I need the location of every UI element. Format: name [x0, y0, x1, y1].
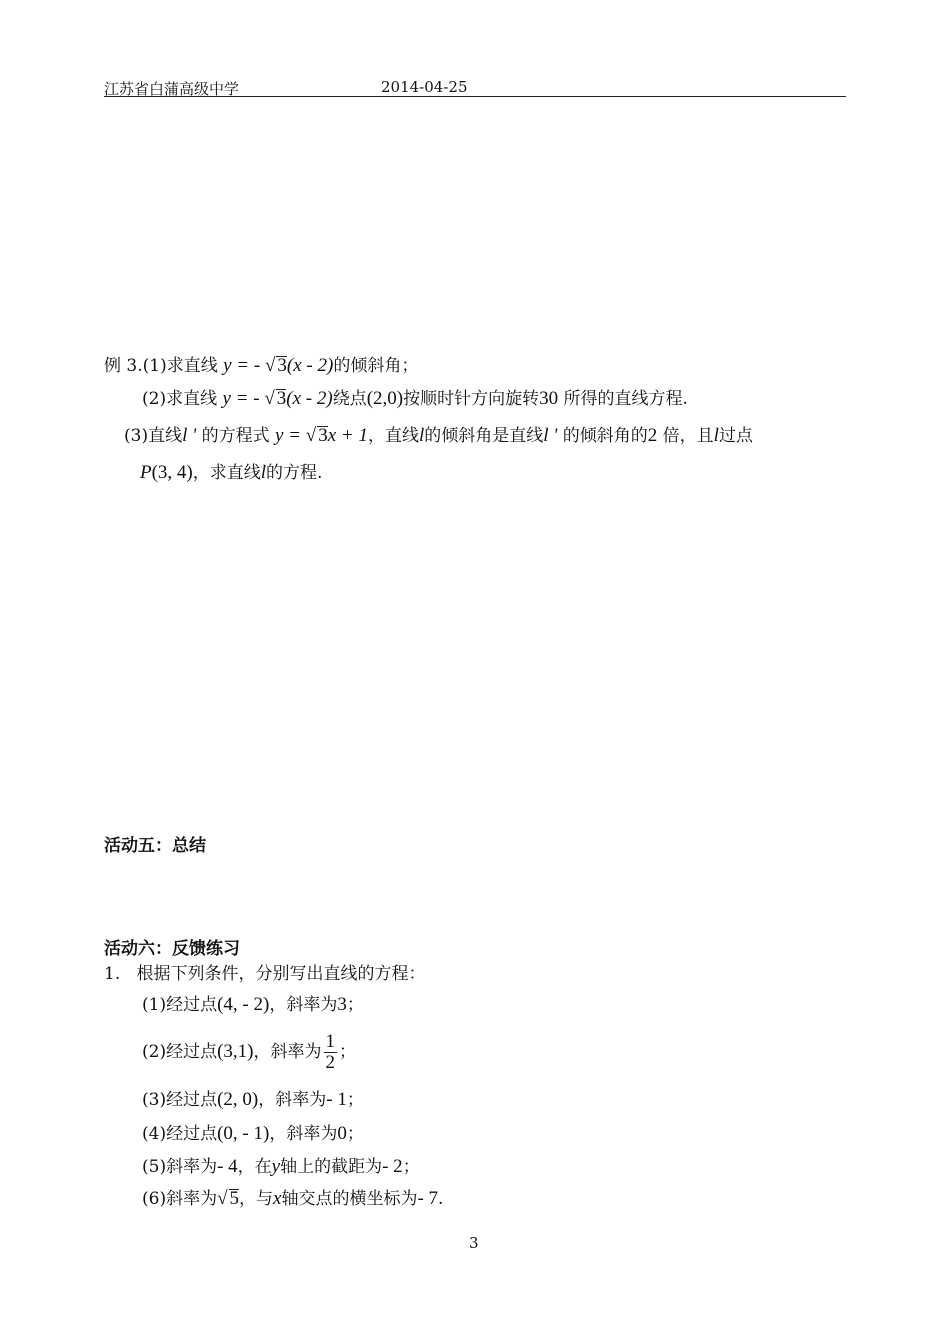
line-l-prime: l ' — [543, 425, 558, 446]
text: ； — [402, 1157, 420, 1177]
question-text: 根据下列条件，分别写出直线的方程： — [136, 964, 426, 984]
sqrt-sign: √ — [217, 1188, 228, 1209]
example3-part2 — [142, 387, 688, 411]
item-1 — [142, 993, 364, 1017]
item-number: (6) — [142, 1189, 167, 1209]
text: 经过点 — [166, 995, 218, 1015]
page-number: 3 — [469, 1234, 479, 1252]
text: 的倾斜角是直线 — [424, 426, 544, 446]
header-date: 2014-04-25 — [381, 78, 468, 96]
text: 经过点 — [166, 1042, 218, 1062]
prompt-text: 求直线 — [166, 389, 218, 409]
example3-part1 — [104, 354, 418, 378]
text: 经过点 — [166, 1090, 218, 1110]
header-school: 江苏省白蒲高级中学 — [104, 80, 240, 98]
radicand: 3 — [318, 425, 328, 446]
item-number: (5) — [142, 1157, 167, 1177]
text: ，斜率为 — [269, 1124, 338, 1144]
text-around-point: 绕点 — [332, 389, 367, 409]
item-3 — [142, 1088, 364, 1112]
text: 的方程. — [266, 463, 323, 483]
item-5 — [142, 1155, 420, 1179]
item-4 — [142, 1122, 364, 1146]
text: ，直线 — [367, 426, 419, 446]
equation-lhs: y = - — [222, 388, 265, 409]
question-number: 1. — [104, 964, 121, 984]
text: . — [438, 1189, 444, 1209]
line-l: l — [418, 425, 425, 446]
part-number: (3) — [124, 426, 149, 446]
intercept-value: - 2 — [382, 1156, 403, 1177]
sqrt-sign: √ — [264, 355, 276, 376]
prompt-text: 求直线 — [166, 356, 218, 376]
radicand: 3 — [277, 355, 287, 376]
text: ； — [346, 995, 364, 1015]
text: ，斜率为 — [253, 1042, 322, 1062]
line-l-prime: l ' — [182, 425, 197, 446]
slope-value: - 4 — [217, 1156, 238, 1177]
point: (3,1) — [217, 1041, 254, 1062]
text: 过点 — [718, 426, 753, 446]
equation-lhs: y = — [275, 425, 306, 446]
equation-rest: x + 1 — [327, 425, 368, 446]
text: 的倾斜角的 — [557, 426, 648, 446]
part-number: (1) — [142, 356, 167, 376]
item-number: (3) — [142, 1090, 167, 1110]
point-coords: (3, 4) — [151, 462, 193, 483]
text: 经过点 — [166, 1124, 218, 1144]
radicand: 3 — [276, 388, 287, 409]
text: ，与 — [239, 1189, 274, 1209]
item-number: (4) — [142, 1124, 167, 1144]
part-number: (2) — [142, 389, 167, 409]
point: (2,0) — [366, 388, 404, 409]
text: 轴上的截距为 — [280, 1157, 383, 1177]
slope-fraction — [324, 1032, 338, 1073]
question-1 — [104, 962, 425, 986]
prompt-end: 所得的直线方程. — [558, 389, 688, 409]
rotation-text: 按顺时针方向旋转 — [403, 389, 540, 409]
text: ； — [346, 1124, 364, 1144]
point: (0, - 1) — [217, 1123, 270, 1144]
text: 斜率为 — [166, 1157, 218, 1177]
text: ，斜率为 — [269, 995, 338, 1015]
text: 倍，且 — [657, 426, 714, 446]
activity5-heading: 活动五：总结 — [104, 836, 206, 856]
slope-value: - 1 — [326, 1089, 347, 1110]
equation-lhs: y = - — [223, 355, 265, 376]
sqrt-sign: √ — [264, 388, 275, 409]
item-6 — [142, 1187, 443, 1211]
angle-value: 30 — [539, 388, 559, 409]
intercept-value: - 7 — [417, 1188, 439, 1209]
example3-part3-cont — [140, 461, 322, 485]
point: (4, - 2) — [217, 994, 270, 1015]
text: ，求直线 — [192, 463, 261, 483]
axis-label: x — [273, 1188, 282, 1209]
point-label: P — [140, 462, 152, 483]
equation-factor: (x - 2) — [286, 388, 333, 409]
text: 的方程式 — [196, 426, 275, 446]
item-2 — [142, 1030, 356, 1074]
text: ； — [346, 1090, 364, 1110]
text: 轴交点的横坐标为 — [281, 1189, 418, 1209]
item-number: (2) — [142, 1042, 167, 1062]
point: (2, 0) — [217, 1089, 259, 1110]
text: ； — [339, 1042, 356, 1062]
sqrt-sign: √ — [305, 425, 317, 446]
example3-part3 — [124, 424, 753, 448]
line-l: l — [260, 462, 267, 483]
prompt-end: 的倾斜角； — [333, 356, 419, 376]
item-number: (1) — [142, 995, 167, 1015]
text: 直线 — [148, 426, 183, 446]
radicand: 5 — [229, 1188, 240, 1209]
line-l: l — [713, 425, 719, 446]
fraction-numerator: 1 — [325, 1031, 335, 1052]
slope-value: 0 — [337, 1123, 347, 1144]
slope-value: 3 — [337, 994, 347, 1015]
text: ，在 — [237, 1157, 272, 1177]
equation-factor: (x - 2) — [286, 355, 334, 376]
multiplier: 2 — [647, 425, 658, 446]
example-label: 例 3. — [104, 356, 143, 376]
header-rule — [104, 96, 846, 97]
text: 斜率为 — [166, 1189, 218, 1209]
axis-label: y — [271, 1156, 281, 1177]
fraction-denominator: 2 — [325, 1052, 335, 1073]
activity6-heading: 活动六：反馈练习 — [104, 939, 240, 959]
text: ，斜率为 — [258, 1090, 327, 1110]
